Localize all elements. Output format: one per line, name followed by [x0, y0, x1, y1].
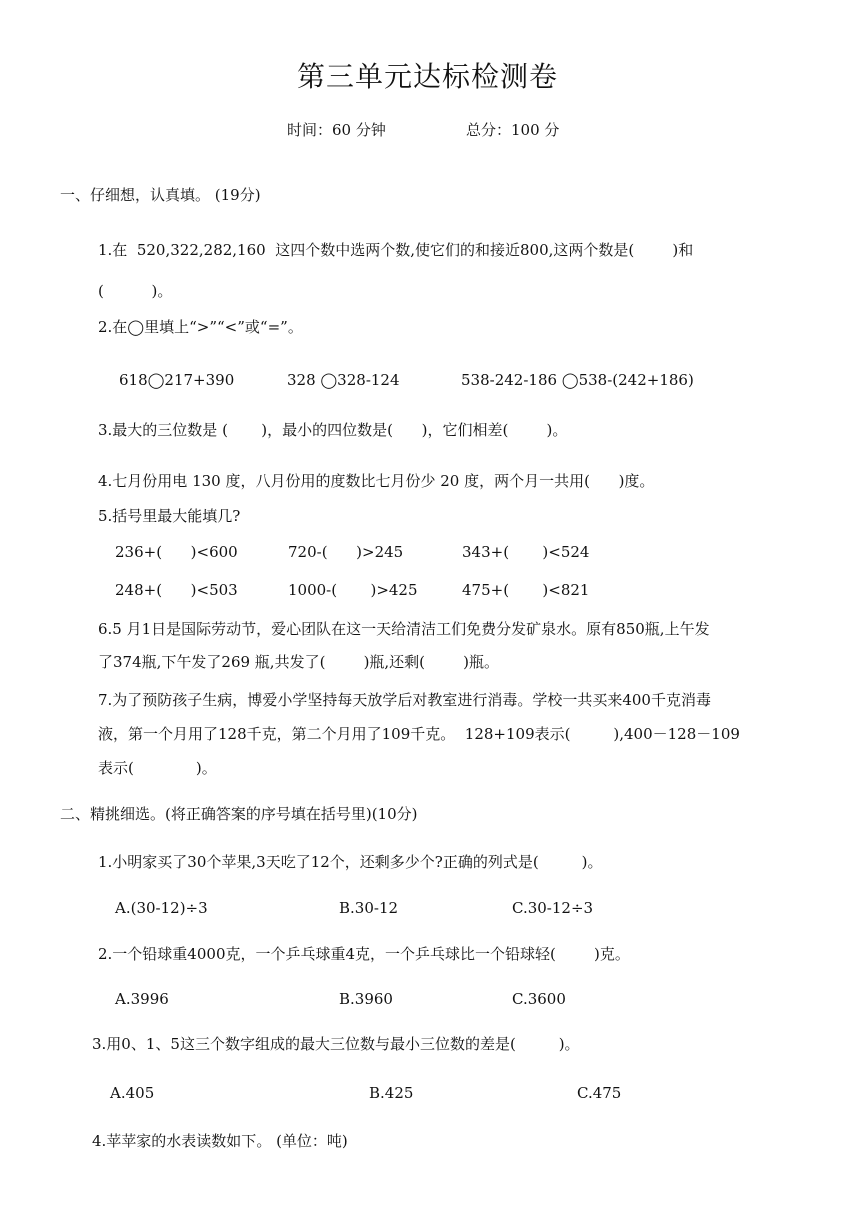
s2-q3-option-a: A.405: [110, 1084, 155, 1102]
s1-q4: 4.七月份用电 130 度，八月份用的度数比七月份少 20 度，两个月一共用( )度。: [98, 472, 655, 490]
s2-q1-option-a: A.(30-12)÷3: [115, 899, 208, 917]
section-2-heading: 二、精挑细选。(将正确答案的序号填在括号里)(10分): [60, 805, 418, 823]
s2-q1-option-c: C.30-12÷3: [512, 899, 594, 917]
s1-q7-line3: 表示( )。: [98, 759, 217, 777]
s1-q1-line1: 1.在 520,322,282,160 这四个数中选两个数,使它们的和接近800,这两个数是( )和: [98, 241, 694, 259]
s1-q6-line1: 6.5 月1日是国际劳动节，爱心团队在这一天给清洁工们免费分发矿泉水。原有850瓶,上午发: [98, 620, 710, 638]
s2-q2-option-b: B.3960: [339, 990, 393, 1008]
total-score: 总分：100 分: [466, 121, 560, 139]
s2-q3-option-c: C.475: [577, 1084, 622, 1102]
section-1-heading: 一、仔细想，认真填。 (19分): [60, 186, 261, 204]
s1-q5-r1-c2: 720-( )>245: [288, 543, 404, 561]
page-title: 第三单元达标检测卷: [297, 60, 559, 93]
s1-q3: 3.最大的三位数是 ( )，最小的四位数是( )，它们相差( )。: [98, 421, 568, 439]
s2-q1-stem: 1.小明家买了30个苹果,3天吃了12个，还剩多少个?正确的列式是( )。: [98, 853, 603, 871]
s1-q5-r2-c1: 248+( )<503: [115, 581, 238, 599]
s1-q6-line2: 了374瓶,下午发了269 瓶,共发了( )瓶,还剩( )瓶。: [98, 653, 500, 671]
s1-q1-line2: ( )。: [98, 282, 173, 300]
s1-q7-line2: 液，第一个月用了128千克，第二个月用了109千克。 128+109表示( ),400－128－109: [98, 725, 740, 743]
s1-q5-r2-c3: 475+( )<821: [462, 581, 590, 599]
s1-q7-line1: 7.为了预防孩子生病，博爱小学坚持每天放学后对教室进行消毒。学校一共买来400千克消毒: [98, 691, 711, 709]
time-limit: 时间：60 分钟: [287, 121, 386, 139]
s1-q2-item-2: 328 ◯328-124: [287, 371, 400, 389]
s1-q2-item-3: 538-242-186 ◯538-(242+186): [461, 371, 694, 389]
s2-q2-option-c: C.3600: [512, 990, 566, 1008]
s1-q5-stem: 5.括号里最大能填几?: [98, 507, 241, 525]
s1-q2-stem: 2.在◯里填上“>”“<”或“=”。: [98, 318, 303, 336]
s1-q5-r1-c3: 343+( )<524: [462, 543, 590, 561]
s2-q4-stem: 4.苹苹家的水表读数如下。 (单位：吨): [92, 1132, 348, 1150]
s1-q5-r2-c2: 1000-( )>425: [288, 581, 418, 599]
s2-q2-stem: 2.一个铅球重4000克，一个乒乓球重4克，一个乒乓球比一个铅球轻( )克。: [98, 945, 630, 963]
s2-q3-stem: 3.用0、1、5这三个数字组成的最大三位数与最小三位数的差是( )。: [92, 1035, 580, 1053]
s2-q3-option-b: B.425: [369, 1084, 414, 1102]
s1-q5-r1-c1: 236+( )<600: [115, 543, 238, 561]
s2-q1-option-b: B.30-12: [339, 899, 399, 917]
s1-q2-item-1: 618◯217+390: [119, 371, 235, 389]
s2-q2-option-a: A.3996: [115, 990, 169, 1008]
